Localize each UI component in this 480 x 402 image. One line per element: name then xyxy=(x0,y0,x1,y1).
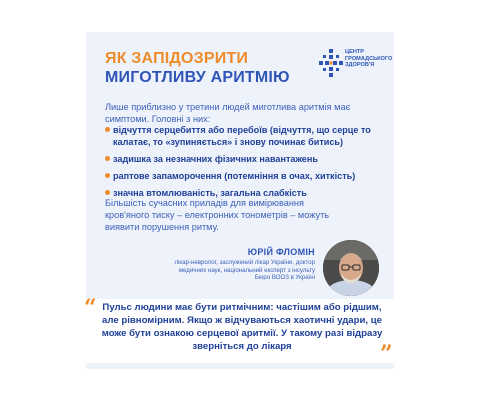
bullet-dot-icon xyxy=(105,190,110,195)
list-item xyxy=(105,170,390,182)
quote-text: Пульс людини має бути ритмічним: частішим або рідшим, але рівномірним. Якщо ж відчуваються хаотичні удари, це може бути ознакою серцевої аритмії. У такому разі відразу зверніться до лікаря xyxy=(101,302,383,352)
doctor-photo xyxy=(323,240,379,296)
symptom-text: відчуття серцебиття або перебоїв (відчуття, що серце то калатає, то «зупиняється» і знову починає битись) xyxy=(113,125,371,147)
list-item xyxy=(105,124,390,148)
symptom-text: значна втомлюваність, загальна слабкість xyxy=(113,188,307,198)
logo-line-2: ГРОМАДСЬКОГО xyxy=(345,55,393,62)
symptom-text: задишка за незначних фізичних навантажень xyxy=(113,154,318,164)
bullet-dot-icon xyxy=(105,156,110,161)
bullet-dot-icon xyxy=(105,127,110,132)
quote-open-icon: “ xyxy=(84,295,97,321)
symptom-text: раптове запаморочення (потемніння в очах, хиткість) xyxy=(113,171,356,181)
doctor-name: ЮРІЙ ФЛОМІН xyxy=(247,247,315,257)
intro-text: Лише приблизно у третини людей миготлива аритмія має симптоми. Головні з них: xyxy=(105,102,351,124)
logo-line-1: ЦЕНТР xyxy=(345,49,365,55)
symptom-list xyxy=(105,124,390,204)
doctor-description: лікар-невролог, заслужений лікар України, доктор медичних наук, національний експерт з інсульту Бюро ВООЗ в Україні xyxy=(174,259,315,282)
logo-line-3: ЗДОРОВ'Я xyxy=(345,62,375,69)
title-line-1: ЯК ЗАПІДОЗРИТИ xyxy=(105,50,249,67)
logo-text xyxy=(345,49,392,69)
bullet-dot-icon xyxy=(105,173,110,178)
quote-close-icon: ” xyxy=(380,341,393,367)
outro-text: Більшість сучасних приладів для вимірювання кров'яного тиску – електронних тонометрів – можуть виявити порушення ритму. xyxy=(105,198,330,232)
list-item xyxy=(105,153,390,165)
title-line-2: МИГОТЛИВУ АРИТМІЮ xyxy=(105,69,290,86)
